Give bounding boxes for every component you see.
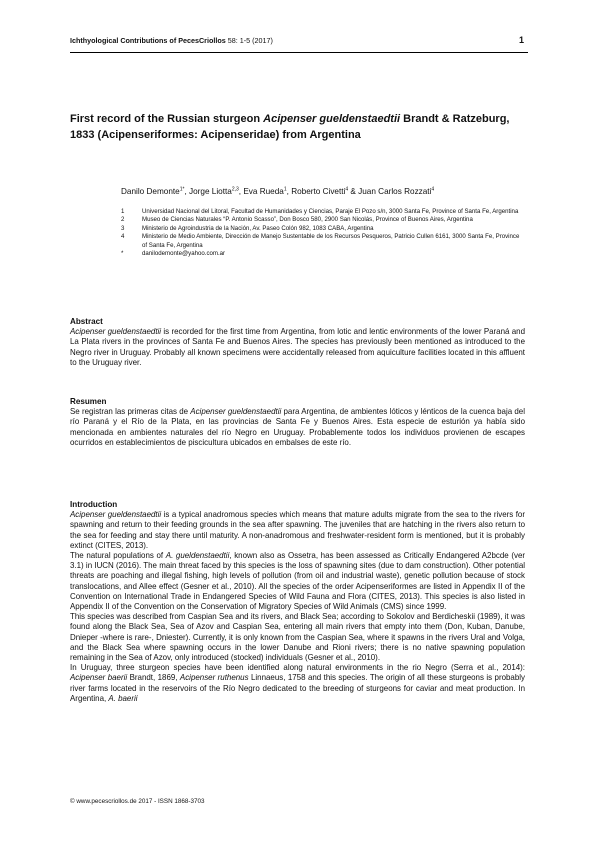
author: Danilo Demonte$^{1*}$, — [121, 186, 190, 196]
author: Jorge Liotta$^{2,3}$, — [189, 186, 244, 196]
journal-issue: 58: 1-5 (2017) — [225, 36, 273, 45]
abstract-section — [70, 317, 525, 368]
author-list — [121, 184, 521, 197]
intro-paragraph-4: In Uruguay, three sturgeon species have been identified along natural environments in the rio Negro (Serra et al., 2014): Acipenser baerii Brandt, 1869, Acipenser ruthenus Linnaeus, 1758 and this species. The origin of all these sturgeons is probably river farms located in the reservoirs of the Río Negro dedicated to the breeding of sturgeons for caviar and meat production. In Argentina, A. baerii — [70, 663, 525, 703]
resumen-text: Se registran las primeras citas de Acipenser gueldenstaedtii para Argentina, de ambientes lóticos y lénticos de la cuenca baja del río Paraná y el Río de la Plata, en las provincias de Santa Fe y Buenos Aires. Esta especie de esturión ya había sido mencionada en ambientes naturales del río Negro en Uruguay. Probablemente todos los individuos provienen de escapes ocurridos en establecimientos de piscicultura ubicados en embalses de este río. — [70, 407, 525, 447]
journal-citation — [70, 36, 273, 45]
title-text: First record of the Russian sturgeon — [70, 113, 264, 125]
title-text-2: Brandt & Ratzeburg, 1833 (Acipenseriformes: Acipenseridae) from Argentina — [70, 113, 510, 141]
intro-paragraph-3: This species was described from Caspian Sea and its rivers, and Black Sea; according to Sokolov and Berdicheskii (1989), it was found along the Black Sea, Sea of Azov and Caspian Sea, entering all main rivers that empty into them (Don, Kuban, Danube, Dnieper -where is rare-, Dniester). Currently, it is only known from the Caspian Sea, where it spawns in the rivers Ural and Volga, and the Black Sea where spawning occurs in the lower Danube and Rioni rivers; there is no native spawning population remaining in the Sea of Azov, only introduced (stocked) individuals (Gesner et al., 2010). — [70, 612, 525, 663]
affiliation: 1 Universidad Nacional del Litoral, Facultad de Humanidades y Ciencias, Paraje El Pozo s/n, 3000 Santa Fe, Province of Santa Fe, Argentina — [121, 208, 519, 215]
author: Roberto Civetti$^4$ & — [291, 186, 359, 196]
journal-name: Ichthyological Contributions of PecesCriollos — [70, 36, 226, 45]
resumen-heading: Resumen — [70, 397, 107, 406]
affiliation: 2 Museo de Ciencias Naturales “P. Antonio Scasso”, Don Bosco 580, 2900 San Nicolás, Province of Buenos Aires, Argentina — [121, 216, 473, 224]
title-species: Acipenser gueldenstaedtii — [263, 113, 401, 125]
intro-paragraph-1: Acipenser gueldenstaedtii is a typical anadromous species which means that mature adults migrate from the sea to the rivers for spawning and return to their feeding grounds in the sea after spawning. The juveniles that are hatching in the rivers also return to the sea for feeding and stay there until maturity. A non-anadromous and freshwater-resident form is mentioned, but it is probably extinct (CITES, 2013). — [70, 510, 525, 550]
affiliation: 4 Ministerio de Medio Ambiente, Dirección de Manejo Sustentable de los Recursos Pesqueros, Patricio Cullen 6161, 3000 Santa Fe, Province of Santa Fe, Argentina — [121, 233, 520, 249]
article-title — [70, 111, 520, 143]
corresponding-email: * danilodemonte@yahoo.com.ar — [121, 250, 226, 258]
affiliation-list — [121, 208, 521, 258]
author: Eva Rueda$^1$, — [243, 186, 292, 196]
page-number: 1 — [518, 35, 524, 45]
abstract-heading: Abstract — [70, 317, 103, 326]
introduction-heading: Introduction — [70, 500, 118, 509]
intro-paragraph-2: The natural populations of A. gueldenstaedtii, known also as Ossetra, has been assessed as Critically Endangered A2bcde (ver 3.1) in IUCN (2016). The main threat faced by this species is the loss of spawning sites (due to dam construction). Other potential threats are poaching and illegal fishing, high levels of pollution (from oil and industrial waste), genetic pollution because of stock translocations, and Allee effect (Gesner et al., 2010). All the species of the order Acipenseriformes are listed in Appendix II of the Convention on International Trade in Endangered Species of Wild Fauna and Flora (CITES, 2013). This species is also listed in Appendix II of the Convention on the Conservation of Migratory Species of Wild Animals (CMS) since 1999. — [70, 551, 525, 612]
affiliation: 3 Ministerio de Agroindustria de la Nación, Av. Paseo Colón 982, 1083 CABA, Argentina — [121, 224, 374, 232]
resumen-section — [70, 397, 525, 448]
page-footer: © www.pecescriollos.de 2017 - ISSN 1868-3703 — [70, 798, 205, 805]
running-header — [70, 36, 528, 53]
author: Juan Carlos Rozzati$^4$ — [358, 186, 435, 196]
abstract-text: Acipenser gueldenstaedtii is recorded for the first time from Argentina, from lotic and lentic environments of the lower Paraná and La Plata rivers in the provinces of Santa Fe and Buenos Aires. The species has previously been mentioned as introduced to the Negro river in Uruguay. Probably all known specimens were accidentally released from aquiculture facilities located in this affluent to the Uruguay river. — [70, 327, 526, 367]
introduction-section — [70, 500, 525, 704]
